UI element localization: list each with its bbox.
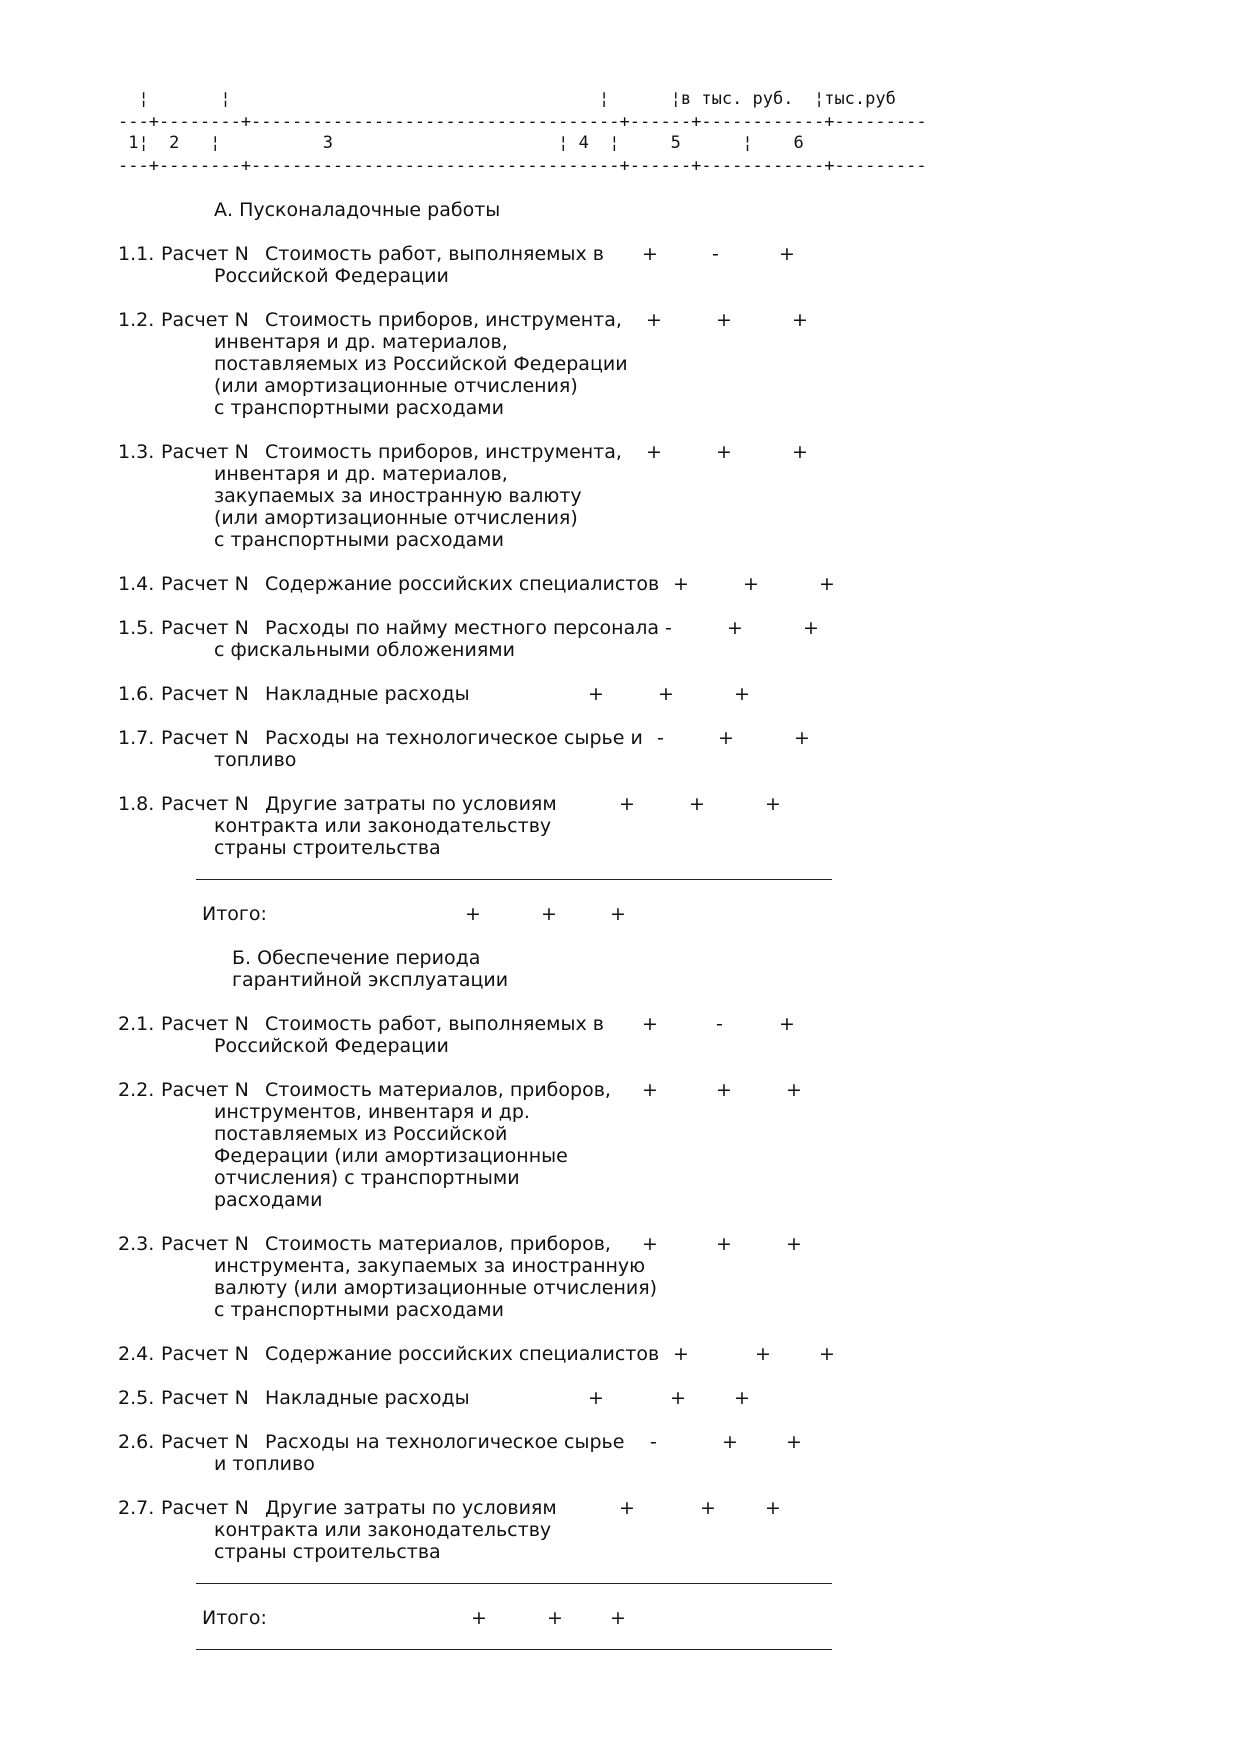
calc-ref: Расчет N	[161, 617, 249, 639]
mark: -	[650, 1431, 657, 1453]
row-text: Стоимость работ, выполняемых в	[265, 1013, 604, 1035]
mark: +	[792, 441, 808, 463]
total-label: Итого:	[202, 903, 267, 925]
row-text: с транспортными расходами	[214, 397, 504, 419]
mark: +	[786, 1079, 802, 1101]
column-numbers: 1¦ 2 ¦ 3 ¦ 4 ¦ 5 ¦ 6	[118, 133, 804, 153]
row-text: валюту (или амортизационные отчисления)	[214, 1277, 658, 1299]
total-label: Итого:	[202, 1607, 267, 1629]
mark: +	[794, 727, 810, 749]
section-b-title: гарантийной эксплуатации	[232, 969, 509, 991]
mark: +	[803, 617, 819, 639]
mark: +	[700, 1497, 716, 1519]
mark: +	[642, 1079, 658, 1101]
row-text: Стоимость работ, выполняемых в	[265, 243, 604, 265]
row-number: 1.2.	[118, 309, 155, 331]
calc-ref: Расчет N	[161, 1013, 249, 1035]
row-text: страны строительства	[214, 1541, 441, 1563]
row-text: Содержание российских специалистов	[265, 573, 660, 595]
row-text: Расходы по найму местного персонала	[265, 617, 660, 639]
row-text: с транспортными расходами	[214, 529, 504, 551]
row-text: инвентаря и др. материалов,	[214, 331, 508, 353]
divider	[196, 1649, 832, 1650]
row-text: инструментов, инвентаря и др.	[214, 1101, 530, 1123]
section-a-title: А. Пусконаладочные работы	[214, 199, 501, 221]
row-text: контракта или законодательству	[214, 1519, 552, 1541]
row-text: Накладные расходы	[265, 683, 470, 705]
row-text: инструмента, закупаемых за иностранную	[214, 1255, 646, 1277]
mark: +	[673, 1343, 689, 1365]
mark: +	[658, 683, 674, 705]
mark: +	[786, 1233, 802, 1255]
row-text: инвентаря и др. материалов,	[214, 463, 508, 485]
divider	[196, 879, 832, 880]
row-text: поставляемых из Российской	[214, 1123, 508, 1145]
mark: +	[779, 1013, 795, 1035]
calc-ref: Расчет N	[161, 309, 249, 331]
mark: +	[716, 309, 732, 331]
row-text: с транспортными расходами	[214, 1299, 504, 1321]
calc-ref: Расчет N	[161, 1387, 249, 1409]
divider	[196, 1583, 832, 1584]
row-number: 2.2.	[118, 1079, 155, 1101]
mark: +	[471, 1607, 487, 1629]
mark: +	[755, 1343, 771, 1365]
row-text: Федерации (или амортизационные	[214, 1145, 568, 1167]
row-text: контракта или законодательству	[214, 815, 552, 837]
mark: +	[779, 243, 795, 265]
calc-ref: Расчет N	[161, 1079, 249, 1101]
mark: +	[716, 1079, 732, 1101]
row-text: Российской Федерации	[214, 1035, 449, 1057]
mark: +	[734, 683, 750, 705]
mark: +	[716, 1233, 732, 1255]
mark: +	[610, 1607, 626, 1629]
row-number: 2.3.	[118, 1233, 155, 1255]
row-number: 2.4.	[118, 1343, 155, 1365]
mark: +	[619, 793, 635, 815]
mark: +	[465, 903, 481, 925]
row-text: с фискальными обложениями	[214, 639, 515, 661]
row-text: Стоимость приборов, инструмента,	[265, 441, 622, 463]
calc-ref: Расчет N	[161, 793, 249, 815]
calc-ref: Расчет N	[161, 1233, 249, 1255]
calc-ref: Расчет N	[161, 1497, 249, 1519]
mark: +	[765, 1497, 781, 1519]
mark: +	[547, 1607, 563, 1629]
row-text: Накладные расходы	[265, 1387, 470, 1409]
row-text: Стоимость приборов, инструмента,	[265, 309, 622, 331]
mark: -	[712, 243, 719, 265]
mark: +	[765, 793, 781, 815]
mark: +	[722, 1431, 738, 1453]
header-separator: ---+--------+------------------------------------+------+------------+---------	[118, 112, 927, 132]
mark: +	[689, 793, 705, 815]
row-text: Расходы на технологическое сырье и	[265, 727, 643, 749]
mark: +	[670, 1387, 686, 1409]
mark: +	[734, 1387, 750, 1409]
mark: -	[657, 727, 664, 749]
mark: +	[673, 573, 689, 595]
mark: +	[541, 903, 557, 925]
mark: +	[718, 727, 734, 749]
mark: -	[665, 617, 672, 639]
row-number: 2.5.	[118, 1387, 155, 1409]
calc-ref: Расчет N	[161, 683, 249, 705]
row-text: Другие затраты по условиям	[265, 793, 557, 815]
row-number: 1.7.	[118, 727, 155, 749]
row-text: Стоимость материалов, приборов,	[265, 1079, 611, 1101]
row-text: Расходы на технологическое сырье	[265, 1431, 625, 1453]
row-text: Стоимость материалов, приборов,	[265, 1233, 611, 1255]
row-text: (или амортизационные отчисления)	[214, 375, 578, 397]
row-number: 1.5.	[118, 617, 155, 639]
header-line: ¦ ¦ ¦ ¦в тыс. руб. ¦тыс.руб	[118, 89, 896, 109]
mark: +	[646, 441, 662, 463]
row-number: 1.1.	[118, 243, 155, 265]
row-text: поставляемых из Российской Федерации	[214, 353, 628, 375]
row-number: 2.1.	[118, 1013, 155, 1035]
row-text: Российской Федерации	[214, 265, 449, 287]
mark: +	[786, 1431, 802, 1453]
mark: +	[743, 573, 759, 595]
row-number: 1.8.	[118, 793, 155, 815]
mark: +	[642, 1013, 658, 1035]
row-text: Содержание российских специалистов	[265, 1343, 660, 1365]
calc-ref: Расчет N	[161, 441, 249, 463]
row-number: 2.7.	[118, 1497, 155, 1519]
row-text: закупаемых за иностранную валюту	[214, 485, 582, 507]
row-text: и топливо	[214, 1453, 315, 1475]
mark: +	[727, 617, 743, 639]
row-number: 1.3.	[118, 441, 155, 463]
mark: +	[792, 309, 808, 331]
row-text: страны строительства	[214, 837, 441, 859]
header-separator: ---+--------+------------------------------------+------+------------+---------	[118, 156, 927, 176]
row-number: 1.4.	[118, 573, 155, 595]
mark: +	[646, 309, 662, 331]
mark: +	[819, 1343, 835, 1365]
row-number: 2.6.	[118, 1431, 155, 1453]
calc-ref: Расчет N	[161, 573, 249, 595]
row-number: 1.6.	[118, 683, 155, 705]
calc-ref: Расчет N	[161, 243, 249, 265]
section-b-title: Б. Обеспечение периода	[232, 947, 481, 969]
row-text: (или амортизационные отчисления)	[214, 507, 578, 529]
calc-ref: Расчет N	[161, 1431, 249, 1453]
mark: +	[619, 1497, 635, 1519]
mark: +	[610, 903, 626, 925]
calc-ref: Расчет N	[161, 1343, 249, 1365]
mark: -	[716, 1013, 723, 1035]
row-text: Другие затраты по условиям	[265, 1497, 557, 1519]
mark: +	[588, 683, 604, 705]
row-text: топливо	[214, 749, 297, 771]
mark: +	[819, 573, 835, 595]
row-text: расходами	[214, 1189, 323, 1211]
mark: +	[642, 1233, 658, 1255]
mark: +	[716, 441, 732, 463]
row-text: отчисления) с транспортными	[214, 1167, 520, 1189]
mark: +	[588, 1387, 604, 1409]
mark: +	[642, 243, 658, 265]
calc-ref: Расчет N	[161, 727, 249, 749]
